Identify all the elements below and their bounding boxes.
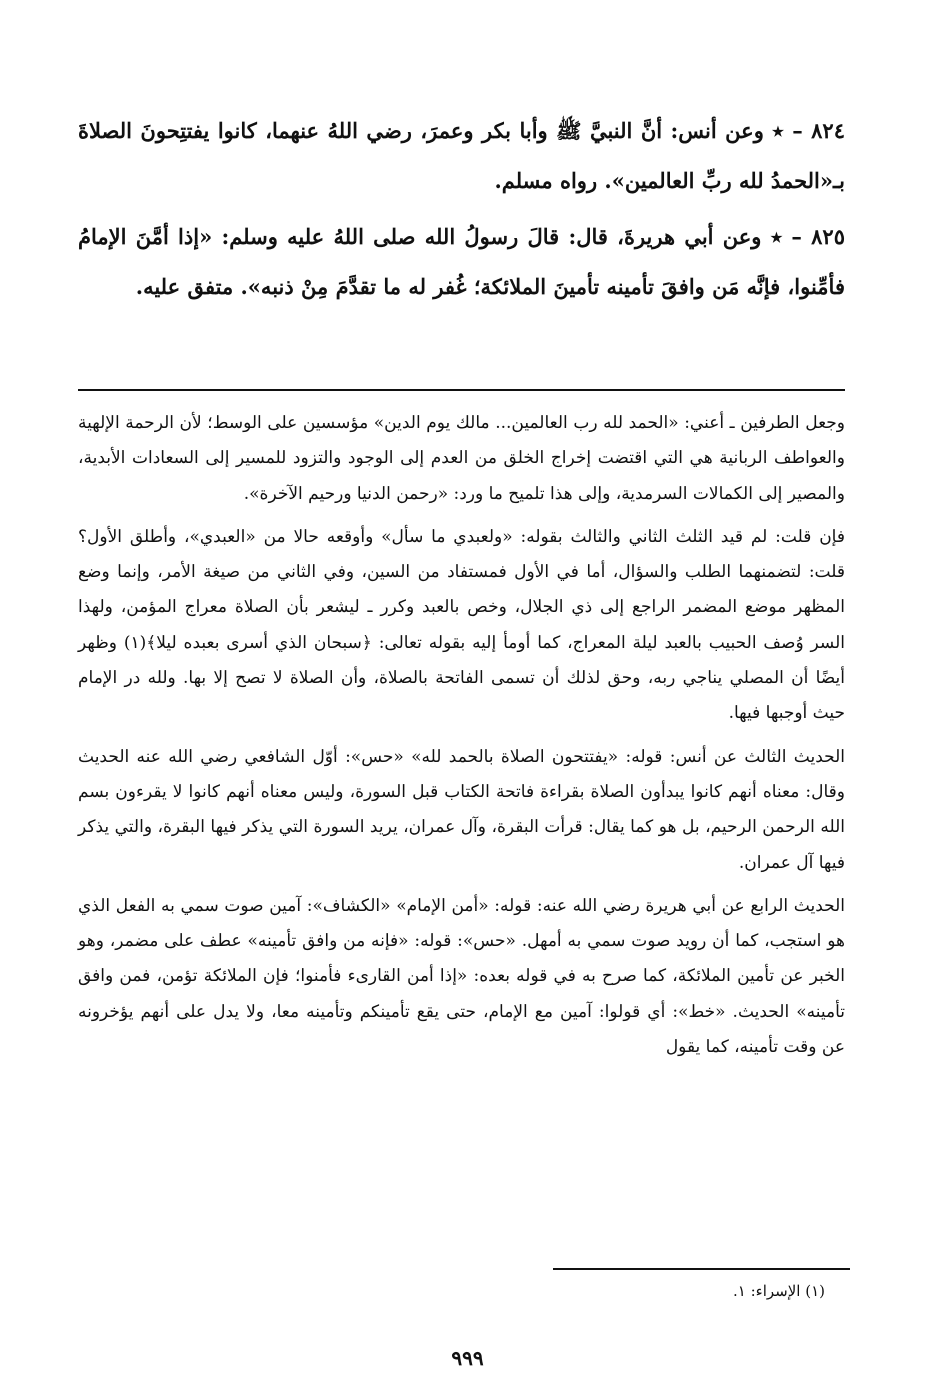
commentary-section [78,406,845,1073]
commentary-paragraph: الحديث الرابع عن أبي هريرة رضي الله عنه: قوله: «أمن الإمام» «الكشاف»: آمين صوت سمي به الفعل الذي هو استجب، كما أن رويد صوت سمي به أمهل. «حس»: قوله: «فإنه من وافق تأمينه» عطف على مضمر، وهو الخبر عن تأمين الملائكة، كما صرح به في قوله بعده: «إذا أمن القارىء فأمنوا؛ فإن الملائكة تؤمن، فمن وافق تأمينه» الحديث. «خط»: أي قولوا: آمين مع الإمام، حتى يقع تأمينكم وتأمينه معا، ولا يدل على أنهم يؤخرونه عن وقت تأمينه، كما يقول [78,895,846,1058]
commentary-paragraph: فإن قلت: لم قيد الثلث الثاني والثالث بقوله: «ولعبدي ما سأل» وأوقعه حالا من «العبدي»، وأطلق الأول؟ قلت: لتضمنهما الطلب والسؤال، أما في الأول فمستفاد من السين، وفي الثاني من صيغة الأمر، وإنما وضع المظهر موضع المضمر الراجع إلى ذي الجلال، وخص بالعبد وكرر ـ ليشعر بأن الصلاة معراج المؤمن، ولهذا السر وُصف الحبيب بالعبد ليلة المعراج، كما أومأ إليه بقوله تعالى: ﴿سبحان الذي أسرى بعبده ليلا﴾(١) وظهر أيضًا أن المصلي يناجي ربه، وحق لذلك أن تسمى الفاتحة بالصلاة، وأن الصلاة لا تصح إلا بها. ولله در الإمام حيث أوجبها فيها. [78,526,845,724]
hadith-section [78,106,845,318]
commentary-paragraph: وجعل الطرفين ـ أعني: «الحمد لله رب العالمين... مالك يوم الدين» مؤسسين على الوسط؛ لأن الرحمة الإلهية والعواطف الربانية هي التي اقتضت إخراج الخلق من العدم إلى الوجود والتزود للمسير إلى السعادات الأبدية، والمصير إلى الكمالات السرمدية، وإلى هذا تلميح ما ورد: «رحمن الدنيا ورحيم الآخرة». [78,413,845,504]
page-number: ٩٩٩ [451,1346,484,1370]
hadith-number: ٨٢٤ – ٭ [772,118,845,143]
section-divider [78,389,845,391]
hadith-824 [78,106,845,206]
hadith-text: وعن أبي هريرةَ، قال: قالَ رسولُ الله صلى اللهُ عليه وسلم: «إذا أمَّنَ الإمامُ فأمِّنوا، فإنَّه مَن وافقَ تأمينه تأمينَ الملائكة؛ غُفر له ما تقدَّمَ مِنْ ذنبه». متفق عليه. [78,224,845,299]
footnote: (١) الإسراء: ١. [733,1282,825,1300]
hadith-number: ٨٢٥ – ٭ [770,224,845,249]
hadith-text: وعن أنس: أنَّ النبيَّ ﷺ وأبا بكر وعمرَ، رضي اللهُ عنهما، كانوا يفتتِحونَ الصلاةَ بـ«الحمدُ لله ربِّ العالمين». رواه مسلم. [78,118,845,193]
footnote-divider [553,1268,850,1270]
hadith-825 [78,212,845,312]
commentary-paragraph: الحديث الثالث عن أنس: قوله: «يفتتحون الصلاة بالحمد لله» «حس»: أوّل الشافعي رضي الله عنه الحديث وقال: معناه أنهم كانوا يبدأون الصلاة بقراءة فاتحة الكتاب قبل السورة، وليس معناه أنهم كانوا لا يقرءون بسم الله الرحمن الرحيم، بل هو كما يقال: قرأت البقرة، وآل عمران، يريد السورة التي يذكر فيها البقرة، والتي يذكر فيها آل عمران. [78,746,845,873]
